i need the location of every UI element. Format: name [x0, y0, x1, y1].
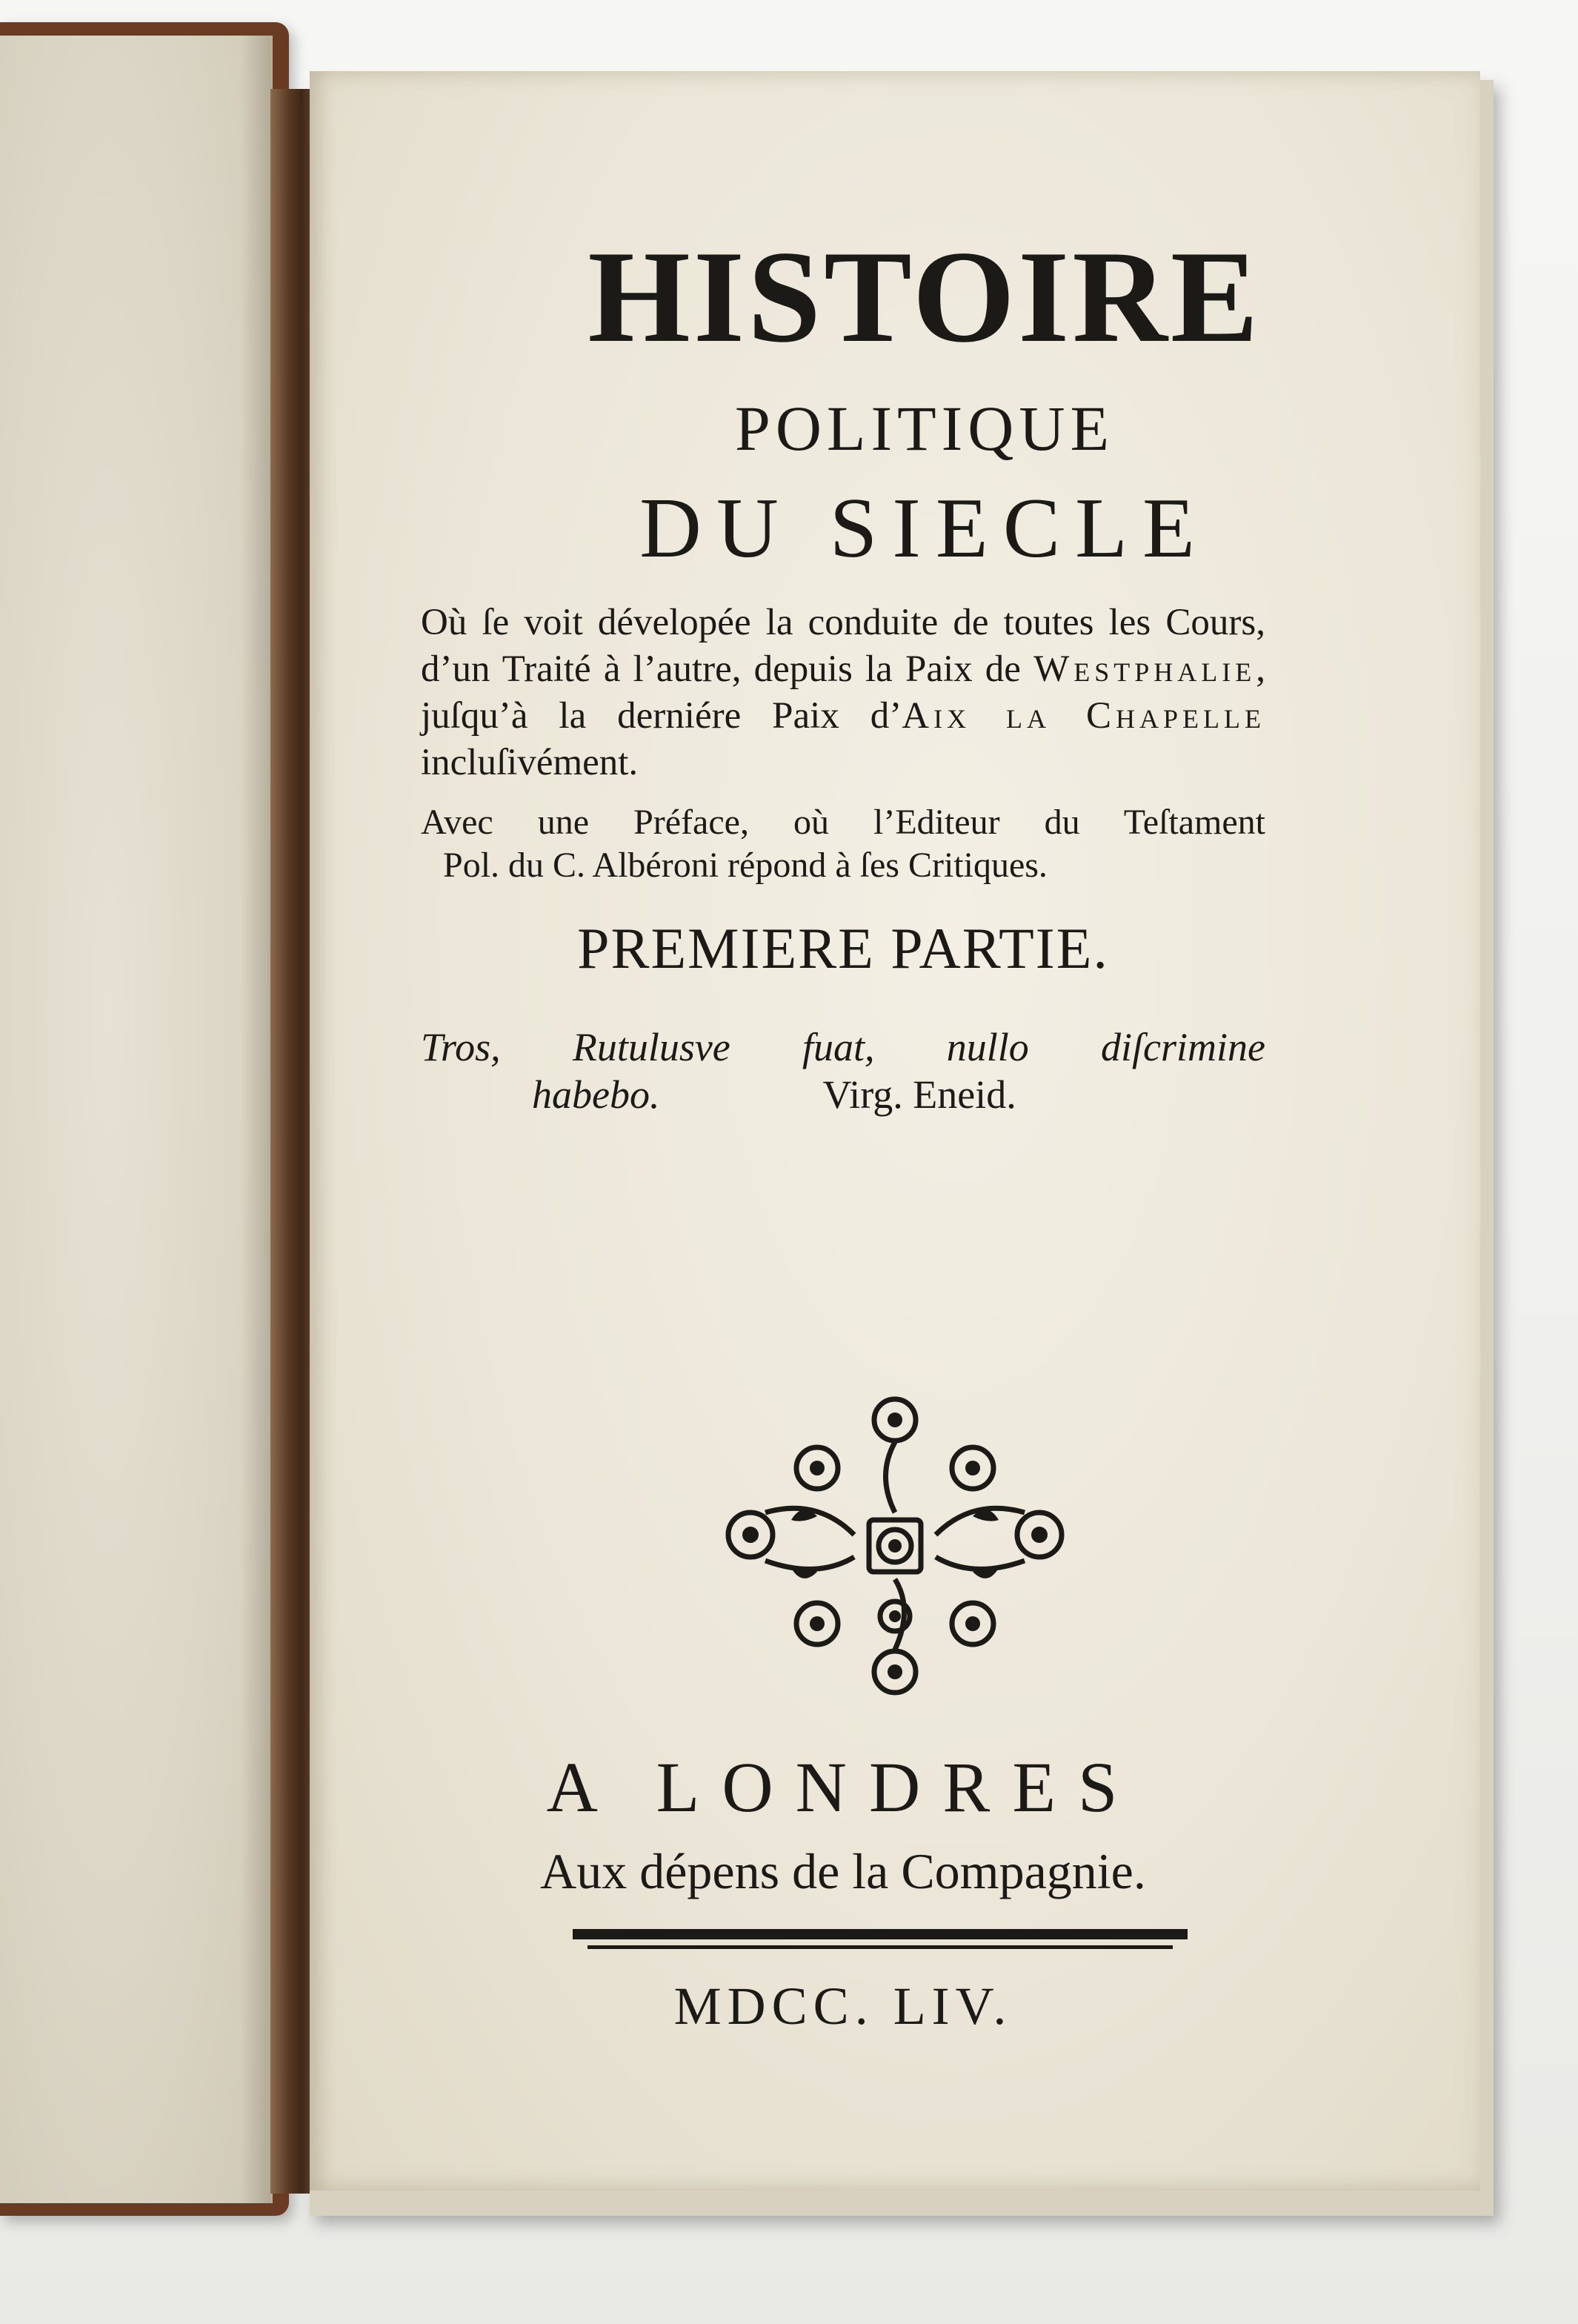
book-title: HISTOIRE — [587, 223, 1262, 370]
description-westphalie: Westphalie — [1033, 648, 1256, 690]
decorative-rule — [573, 1928, 1188, 1953]
description-aix-la-chapelle: Aix la Chapelle — [902, 695, 1265, 737]
book-subtitle-line2: DU SIECLE — [639, 481, 1210, 576]
title-page-content — [391, 223, 1458, 2036]
flyleaf-left-page — [0, 36, 273, 2203]
printers-ornament-icon — [721, 1387, 1069, 1705]
epigraph — [421, 1023, 1265, 1118]
book-subtitle-line1: POLITIQUE — [734, 393, 1115, 464]
book-description — [421, 600, 1265, 786]
description-text-1: Où ſe voit dévelopée la conduite de toutes les Cours, d’un Traité à l’autre, depuis la Paix de — [421, 602, 1265, 690]
description-text-2: , juſqu’à la derniére Paix d’ — [421, 648, 1265, 737]
epigraph-line2 — [421, 1071, 1265, 1118]
part-label: PREMIERE PARTIE. — [577, 916, 1109, 980]
preface-line2: Pol. du C. Albéroni répond à ſes Critiques. — [443, 846, 1048, 885]
book-gutter — [270, 89, 315, 2194]
imprint-publisher: Aux dépens de la Compagnie. — [540, 1843, 1146, 1899]
imprint-date: MDCC. LIV. — [673, 1976, 1013, 2036]
imprint-place: A LONDRES — [546, 1747, 1140, 1827]
title-page — [310, 71, 1480, 2191]
epigraph-source: Virg. Eneid. — [822, 1072, 1016, 1117]
epigraph-quote-end: habebo. — [532, 1072, 660, 1117]
preface-line1: Avec une Préface, où l’Editeur du Teſtament — [421, 803, 1265, 842]
epigraph-line1: Tros, Rutulusve fuat, nullo diſcrimine — [421, 1025, 1265, 1069]
preface-note — [421, 801, 1265, 887]
description-text-3: incluſivément. — [421, 742, 639, 783]
